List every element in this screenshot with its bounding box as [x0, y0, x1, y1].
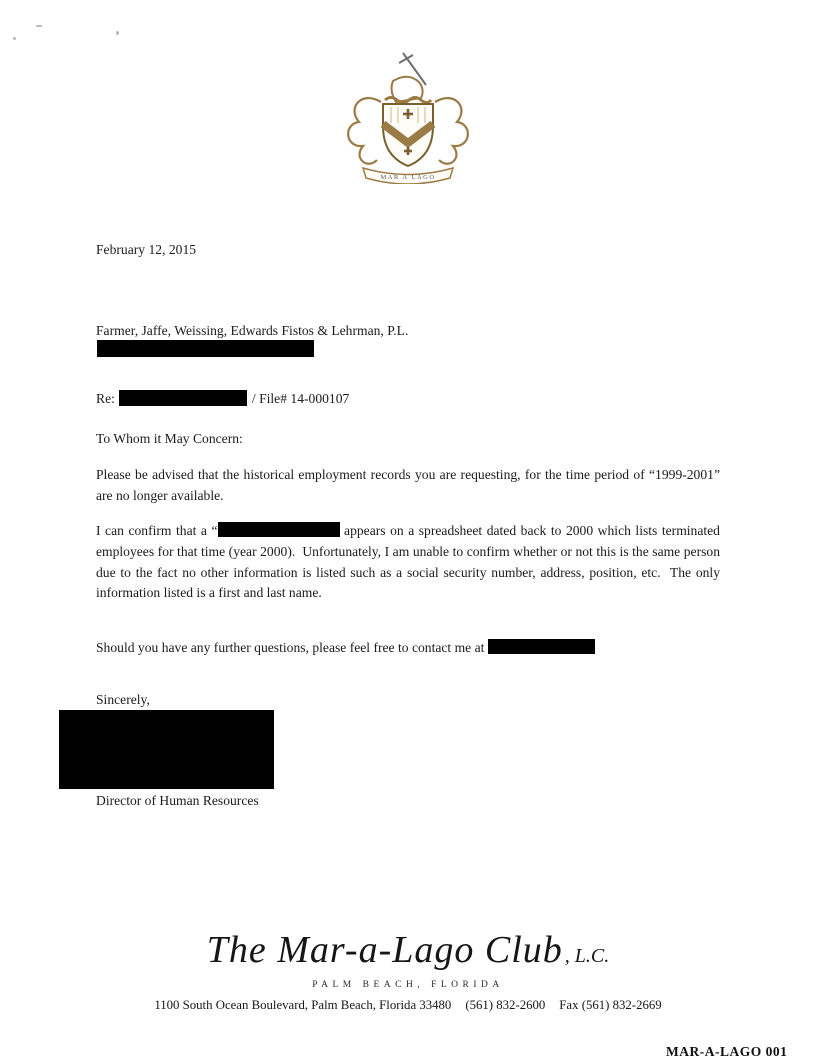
footer-phone: (561) 832-2600 [465, 998, 546, 1012]
salutation: To Whom it May Concern: [96, 431, 243, 446]
redaction-block-signature [59, 710, 274, 789]
mantling-right [435, 98, 468, 164]
redaction-bar-address [97, 340, 314, 357]
mar-a-lago-crest [333, 50, 483, 189]
paragraph-2 [96, 521, 720, 604]
paragraph-3-text: Should you have any further questions, please feel free to contact me at [96, 640, 485, 655]
sword-icon [399, 53, 426, 85]
redaction-bar-re [119, 390, 247, 406]
re-file-number: / File# 14-000107 [251, 391, 350, 406]
footer-fax: Fax (561) 832-2669 [559, 998, 662, 1012]
paragraph-3 [96, 638, 720, 659]
redaction-bar-name [218, 522, 340, 537]
scan-artifact [116, 31, 119, 35]
scan-artifact [36, 25, 42, 27]
scan-artifact [13, 37, 16, 40]
re-label: Re: [96, 391, 115, 406]
letter-date: February 12, 2015 [96, 242, 197, 257]
footer-street-address: 1100 South Ocean Boulevard, Palm Beach, Florida 33480 [154, 998, 452, 1012]
paragraph-1: Please be advised that the historical employment records you are requesting, for the time period of “1999-2001” are no longer available. [96, 467, 720, 503]
paragraph-2-before: I can confirm that a “ [96, 523, 218, 538]
footer-logo-main: The Mar-a-Lago Club [206, 929, 563, 971]
crest-illustration [333, 50, 483, 184]
torse [385, 98, 431, 103]
closing: Sincerely, [96, 692, 150, 707]
recipient-line: Farmer, Jaffe, Weissing, Edwards Fistos & Lehrman, P.L. [96, 323, 409, 338]
re-line [96, 389, 720, 410]
bates-number: MAR-A-LAGO 001 [666, 1044, 788, 1056]
footer-location: PALM BEACH, FLORIDA [312, 980, 504, 990]
paragraph-2-after: appears on a spreadsheet dated back to 2000 which lists terminated employees for that time (year 2000). Unfortunately, I am unable to confirm whether or not this is the same person due to the fact no other information is listed such as a social security number, address, position, etc. The only information listed is a first and last name. [96, 523, 720, 601]
mantling-left [348, 98, 381, 164]
footer-logo-suffix: , L.C. [564, 945, 610, 967]
crest-banner-text: MAR A LAGO [380, 174, 436, 181]
redaction-bar-contact [488, 639, 595, 654]
signer-title: Director of Human Resources [96, 793, 259, 808]
footer-address-line [0, 998, 816, 1013]
footer-logo [0, 928, 816, 972]
